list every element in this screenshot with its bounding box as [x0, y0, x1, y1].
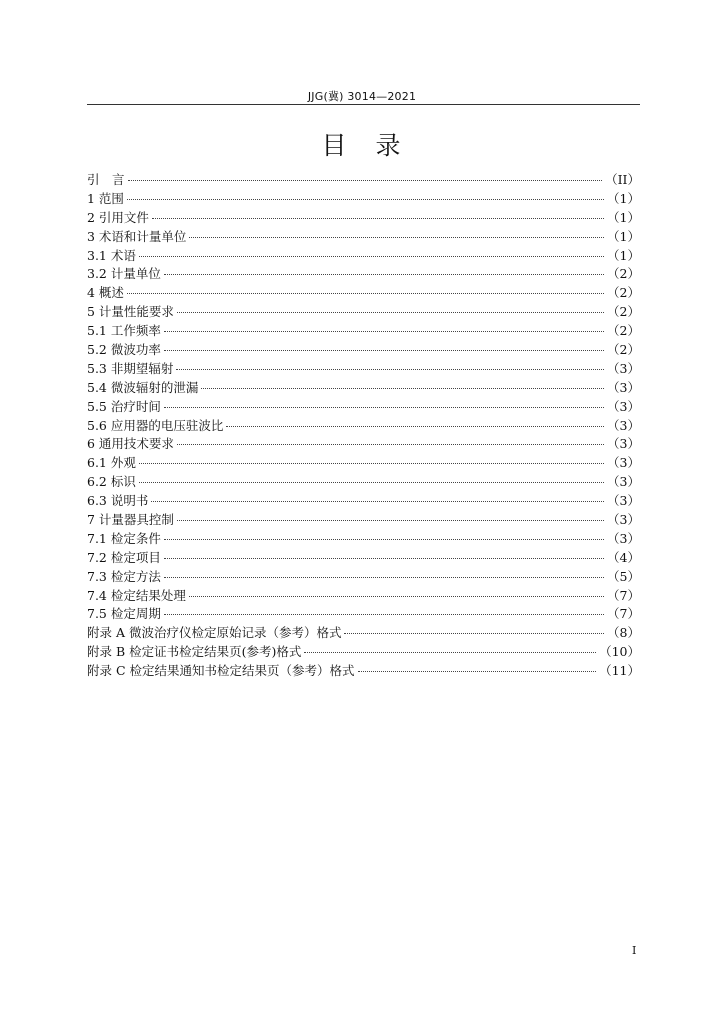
toc-leader-dots	[139, 256, 604, 257]
toc-leader-dots	[164, 539, 604, 540]
toc-entry-label: 7.4 检定结果处理	[87, 587, 186, 603]
toc-leader-dots	[164, 274, 604, 275]
toc-leader-dots	[164, 558, 604, 559]
toc-entry-page: （7）	[607, 606, 640, 622]
toc-leader-dots	[177, 312, 604, 313]
toc-entry[interactable]	[87, 360, 640, 379]
toc-entry-page: （1）	[607, 228, 640, 244]
page-number: I	[632, 944, 637, 957]
toc-leader-dots	[164, 331, 604, 332]
toc-entry-label: 7 计量器具控制	[87, 512, 174, 528]
toc-entry[interactable]	[87, 398, 640, 417]
toc-entry[interactable]	[87, 624, 640, 643]
toc-entry-label: 7.1 检定条件	[87, 530, 161, 546]
toc-entry[interactable]	[87, 303, 640, 322]
toc-entry[interactable]	[87, 605, 640, 624]
toc-entry-label: 6.3 说明书	[87, 493, 149, 509]
toc-entry-label: 6.1 外观	[87, 455, 136, 471]
toc-entry-page: （3）	[607, 379, 640, 395]
toc-leader-dots	[201, 388, 604, 389]
toc-leader-dots	[128, 180, 603, 181]
toc-entry-label: 引 言	[87, 172, 125, 187]
document-header: JJG(冀) 3014—2021	[307, 90, 417, 103]
toc-leader-dots	[127, 199, 604, 200]
toc-entry-label: 附录 C 检定结果通知书检定结果页（参考）格式	[87, 663, 355, 679]
header-divider	[87, 104, 640, 105]
toc-leader-dots	[127, 293, 604, 294]
toc-entry[interactable]	[87, 209, 640, 228]
toc-entry-label: 附录 A 微波治疗仪检定原始记录（参考）格式	[87, 625, 342, 641]
toc-entry-label: 5.6 应用器的电压驻波比	[87, 417, 224, 433]
toc-entry[interactable]	[87, 643, 640, 662]
toc-leader-dots	[358, 671, 597, 672]
toc-entry-label: 2 引用文件	[87, 209, 149, 225]
toc-entry-label: 5.4 微波辐射的泄漏	[87, 379, 199, 395]
toc-leader-dots	[164, 407, 604, 408]
toc-entry-label: 6 通用技术要求	[87, 436, 174, 452]
toc-leader-dots	[177, 444, 604, 445]
toc-entry-label: 3 术语和计量单位	[87, 228, 187, 244]
toc-leader-dots	[152, 218, 604, 219]
toc-entry-page: （4）	[607, 549, 640, 565]
toc-entry-label: 5.5 治疗时间	[87, 398, 161, 414]
toc-entry[interactable]	[87, 341, 640, 360]
toc-entry-page: （1）	[607, 247, 640, 263]
toc-entry[interactable]	[87, 247, 640, 266]
toc-entry-label: 5 计量性能要求	[87, 304, 174, 320]
toc-entry[interactable]	[87, 568, 640, 587]
toc-entry-label: 5.1 工作频率	[87, 323, 161, 339]
toc-entry[interactable]	[87, 379, 640, 398]
toc-entry-page: （3）	[607, 436, 640, 452]
toc-entry[interactable]	[87, 322, 640, 341]
toc-entry[interactable]	[87, 587, 640, 606]
toc-entry-page: （1）	[607, 190, 640, 206]
toc-entry-label: 7.5 检定周期	[87, 606, 161, 622]
toc-leader-dots	[139, 463, 604, 464]
toc-entry-page: （3）	[607, 512, 640, 528]
toc-entry-page: （3）	[607, 474, 640, 490]
toc-entry[interactable]	[87, 265, 640, 284]
toc-leader-dots	[226, 426, 604, 427]
toc-entry[interactable]	[87, 454, 640, 473]
toc-entry-label: 7.3 检定方法	[87, 568, 161, 584]
toc-leader-dots	[344, 633, 604, 634]
toc-entry-label: 4 概述	[87, 285, 124, 301]
toc-leader-dots	[164, 350, 604, 351]
toc-entry[interactable]	[87, 473, 640, 492]
page-title: 目 录	[321, 131, 403, 160]
toc-entry-page: （3）	[607, 417, 640, 433]
toc-entry[interactable]	[87, 171, 640, 190]
toc-entry-page: （8）	[607, 625, 640, 641]
toc-entry[interactable]	[87, 417, 640, 436]
toc-entry-page: （3）	[607, 398, 640, 414]
toc-entry-page: （5）	[607, 568, 640, 584]
toc-entry[interactable]	[87, 549, 640, 568]
toc-entry[interactable]	[87, 511, 640, 530]
toc-entry-page: （2）	[607, 304, 640, 320]
toc-leader-dots	[189, 237, 604, 238]
toc-entry-page: （3）	[607, 360, 640, 376]
toc-leader-dots	[189, 596, 604, 597]
toc-entry[interactable]	[87, 284, 640, 303]
toc-entry-label: 附录 B 检定证书检定结果页(参考)格式	[87, 644, 302, 660]
toc-entry-label: 3.1 术语	[87, 247, 136, 263]
toc-entry-label: 3.2 计量单位	[87, 266, 161, 282]
toc-entry-page: （2）	[607, 266, 640, 282]
toc-leader-dots	[177, 520, 604, 521]
toc-entry-page: （7）	[607, 587, 640, 603]
toc-leader-dots	[304, 652, 596, 653]
toc-entry-label: 5.2 微波功率	[87, 342, 161, 358]
toc-entry-page: （3）	[607, 530, 640, 546]
toc-entry[interactable]	[87, 435, 640, 454]
toc-entry-page: （2）	[607, 323, 640, 339]
toc-leader-dots	[151, 501, 604, 502]
toc-entry-page: （1）	[607, 209, 640, 225]
toc-entry-page: （3）	[607, 455, 640, 471]
toc-entry-page: （2）	[607, 285, 640, 301]
toc-entry-label: 6.2 标识	[87, 474, 136, 490]
toc-entry-page: （3）	[607, 493, 640, 509]
toc-entry-page: （2）	[607, 342, 640, 358]
toc-entry-label: 7.2 检定项目	[87, 549, 161, 565]
toc-entry-page: （10）	[599, 644, 640, 660]
toc-leader-dots	[139, 482, 604, 483]
toc-entry-label: 1 范围	[87, 190, 124, 206]
toc-entry-page: （11）	[599, 663, 640, 679]
toc-entry[interactable]	[87, 492, 640, 511]
toc-entry[interactable]	[87, 190, 640, 209]
toc-entry-label: 5.3 非期望辐射	[87, 360, 174, 376]
toc-leader-dots	[164, 577, 604, 578]
toc-leader-dots	[164, 614, 604, 615]
toc-entry[interactable]	[87, 662, 640, 681]
toc-entry[interactable]	[87, 530, 640, 549]
toc-leader-dots	[176, 369, 604, 370]
table-of-contents	[87, 171, 640, 681]
toc-entry-page: （II）	[605, 172, 640, 187]
toc-entry[interactable]	[87, 228, 640, 247]
